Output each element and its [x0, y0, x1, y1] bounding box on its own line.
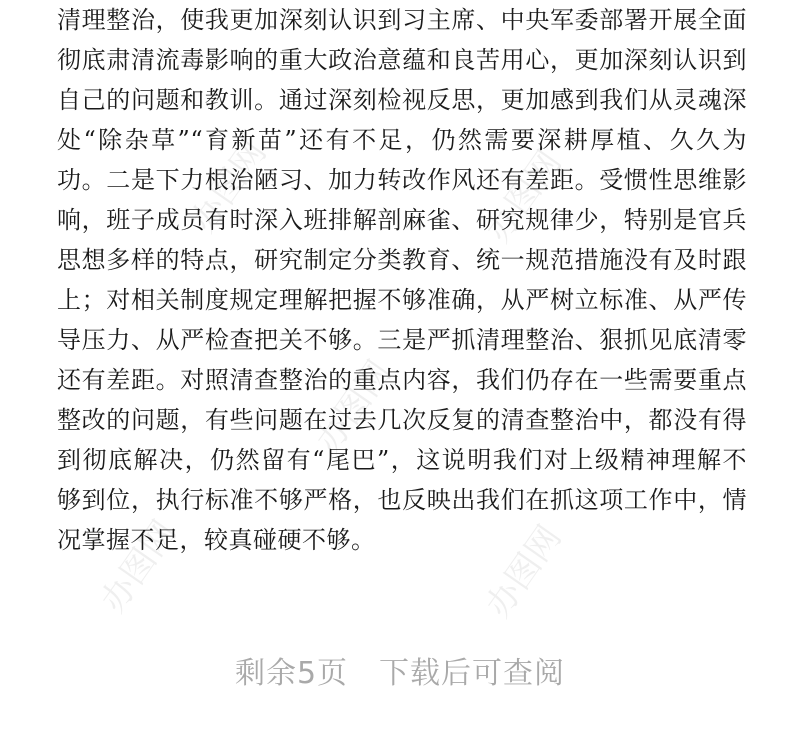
text-line: 处“除杂草”“育新苗”还有不足，仍然需要深耕厚植、久久为	[57, 126, 747, 154]
text-line: 清理整治，使我更加深刻认识到习主席、中央军委部署开展全面	[57, 6, 747, 34]
text-line: 响，班子成员有时深入班排解剖麻雀、研究规律少，特别是官兵	[57, 206, 747, 234]
text-line: 况掌握不足，较真碰硬不够。	[57, 526, 376, 554]
watermark: 办图网	[183, 133, 275, 240]
text-line: 思想多样的特点，研究制定分类教育、统一规范措施没有及时跟	[57, 246, 747, 274]
watermark: 办图网	[308, 353, 400, 460]
text-line: 功。二是下力根治陋习、加力转改作风还有差距。受惯性思维影	[57, 166, 747, 194]
text-line: 彻底肃清流毒影响的重大政治意蕴和良苦用心，更加深刻认识到	[57, 46, 747, 74]
text-line: 自己的问题和教训。通过深刻检视反思，更加感到我们从灵魂深	[57, 86, 747, 114]
text-line: 上；对相关制度规定理解把握不够准确，从严树立标准、从严传	[57, 286, 747, 314]
body-paragraph	[57, 0, 747, 560]
text-line: 够到位，执行标准不够严格，也反映出我们在抓这项工作中，情	[57, 486, 747, 514]
remaining-pages-note[interactable]: 剩余5页 下载后可查阅	[234, 656, 566, 691]
watermark: 办图网	[478, 518, 570, 625]
text-line: 整改的问题，有些问题在过去几次反复的清查整治中，都没有得	[57, 406, 747, 434]
text-line: 到彻底解决，仍然留有“尾巴”，这说明我们对上级精神理解不	[57, 446, 747, 474]
watermark: 办图网	[478, 143, 570, 250]
text-line: 还有差距。对照清查整治的重点内容，我们仍存在一些需要重点	[57, 366, 747, 394]
watermark: 办图网	[93, 513, 185, 620]
text-line: 导压力、从严检查把关不够。三是严抓清理整治、狠抓见底清零	[57, 326, 747, 354]
